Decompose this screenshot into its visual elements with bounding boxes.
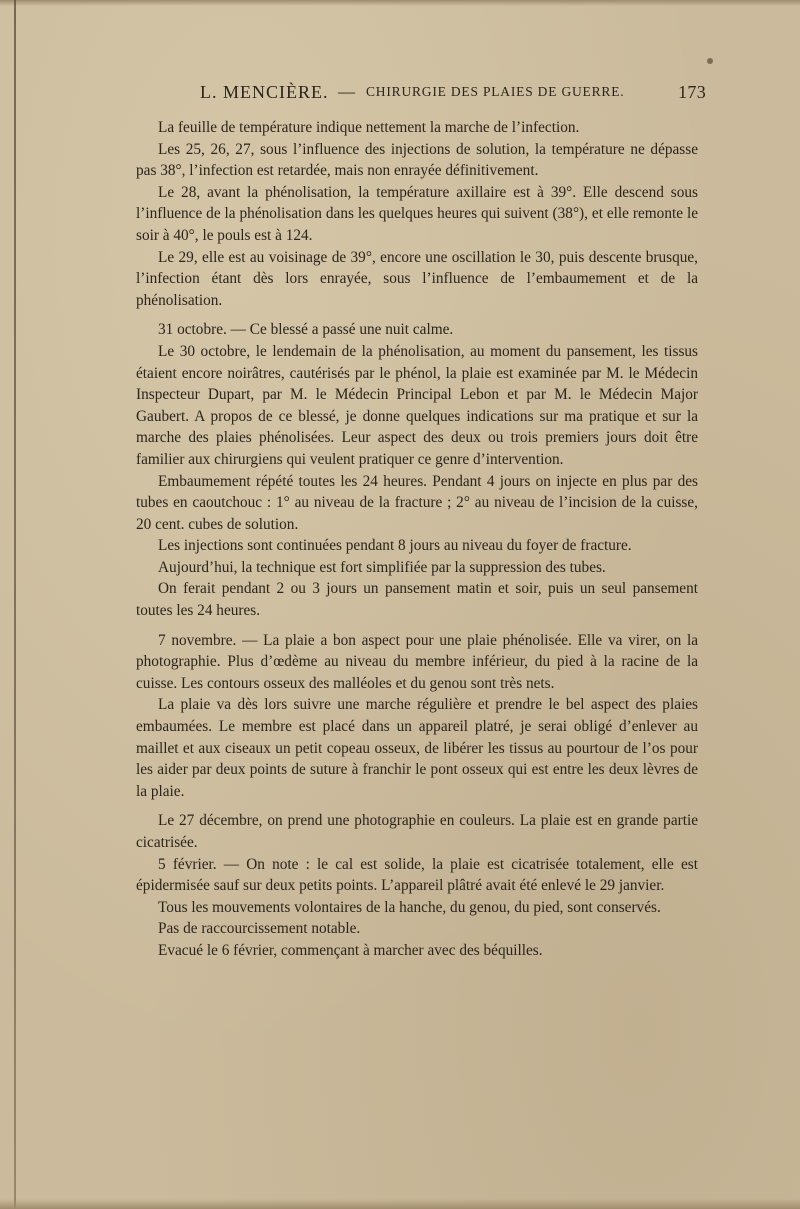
paragraph: 7 novembre. — La plaie a bon aspect pour une plaie phénolisée. Elle va virer, on la photographie. Plus d’œdème au niveau du membre inférieur, du pied à la racine de la cuisse. Les contours osseux des malléoles et du genou sont très nets. xyxy=(136,631,698,692)
page-binding-edge xyxy=(14,0,16,1209)
paragraph: Le 27 décembre, on prend une photographie en couleurs. La plaie est en grande partie cicatrisée. xyxy=(136,812,698,851)
paragraph: 31 octobre. — Ce blessé a passé une nuit calme. xyxy=(158,321,454,339)
ink-speck xyxy=(707,58,713,64)
paragraph: On ferait pendant 2 ou 3 jours un pansement matin et soir, puis un seul pansement toutes les 24 heures. xyxy=(136,580,698,620)
page-top-edge xyxy=(0,0,800,6)
paragraph: Le 28, avant la phénolisation, la température axillaire est à 39°. Elle descend sous l’influence de la phénolisation dans les quelques heures qui suivent (38°), et elle remonte le soir à 40°, le pouls est à 124. xyxy=(136,183,698,244)
paragraph: Tous les mouvements volontaires de la hanche, du genou, du pied, sont conservés. xyxy=(158,898,661,916)
paragraph: Les injections sont continuées pendant 8 jours au niveau du foyer de fracture. xyxy=(158,537,632,555)
paragraph: Aujourd’hui, la technique est fort simplifiée par la suppression des tubes. xyxy=(158,558,606,576)
paragraph: La feuille de température indique nettement la marche de l’infection. xyxy=(158,119,580,136)
paragraph: Pas de raccourcissement notable. xyxy=(158,920,361,938)
paragraph: 5 février. — On note : le cal est solide, la plaie est cicatrisée totalement, elle est épidermisée sauf sur deux petits points. L’appareil plâtré avait été enlevé le 29 janvier. xyxy=(136,855,698,895)
paragraph: Les 25, 26, 27, sous l’influence des injections de solution, la température ne dépasse pas 38°, l’infection est retardée, mais non enrayée définitivement. xyxy=(136,140,698,180)
body-text xyxy=(136,117,698,962)
paragraph: Evacué le 6 février, commençant à marcher avec des béquilles. xyxy=(158,941,543,959)
paragraph: La plaie va dès lors suivre une marche régulière et prendre le bel aspect des plaies embaumées. Le membre est placé dans un appareil platré, je serai obligé d’enlever au maillet et aux ciseaux un petit copeau osseux, de libérer les tissus au pourtour de l’os pour les aider par deux points de suture à franchir le pont osseux qui est entre les deux lèvres de la plaie. xyxy=(136,696,698,800)
paragraph: Le 30 octobre, le lendemain de la phénolisation, au moment du pansement, les tissus étaient encore noirâtres, cautérisés par le phénol, la plaie est examinée par M. le Médecin Inspecteur Dupart, par M. le Médecin Principal Lebon et par M. le Médecin Major Gaubert. A propos de ce blessé, je donne quelques indications sur ma pratique et sur la marche des plaies phénolisées. Leur aspect des deux ou trois premiers jours doit être familier aux chirurgiens qui veulent pratiquer ce genre d’intervention. xyxy=(136,342,698,468)
running-header xyxy=(200,82,710,108)
paragraph: Le 29, elle est au voisinage de 39°, encore une oscillation le 30, puis descente brusque, l’infection étant dès lors enrayée, sous l’influence de l’embaumement et de la phénolisation. xyxy=(136,248,698,309)
page-number: 173 xyxy=(678,82,706,102)
paragraph: Embaumement répété toutes les 24 heures. Pendant 4 jours on injecte en plus par des tubes en caoutchouc : 1° au niveau de la fracture ; 2° au niveau de l’incision de la cuisse, 20 cent. cubes de solution. xyxy=(136,472,698,533)
header-author: L. MENCIÈRE. xyxy=(200,82,329,102)
header-title: CHIRURGIE DES PLAIES DE GUERRE. xyxy=(366,84,625,99)
page-bottom-edge xyxy=(0,1199,800,1209)
header-separator: — xyxy=(338,82,356,101)
